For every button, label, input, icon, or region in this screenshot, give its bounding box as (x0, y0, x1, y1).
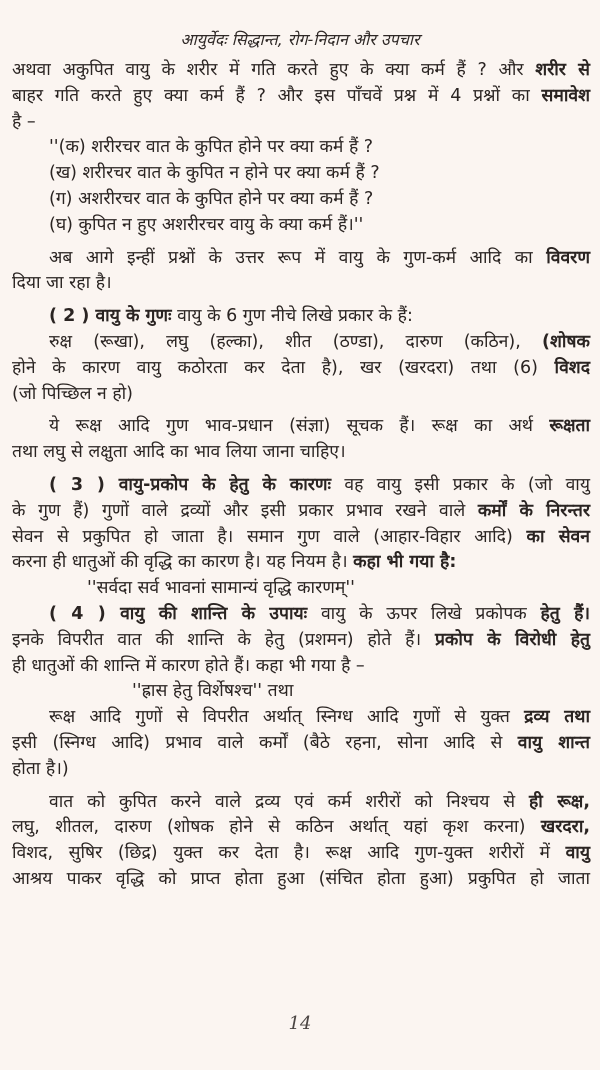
text-line: है – (12, 111, 36, 132)
body-text (12, 58, 590, 893)
sanskrit-quote: ''सर्वदा सर्व भावनां सामान्यं वृद्धि कारणम्'' (87, 578, 355, 599)
section-heading-4: ( 4 ) वायु की शान्ति के उपायः वायु के ऊपर लिखे प्रकोपक हेतु हैं। (49, 603, 590, 624)
text-line: रुक्ष (रूखा), लघु (हल्का), शीत (ठण्डा), दारुण (कठिन), (शोषक (49, 331, 590, 352)
list-item-kha: (ख) शरीरचर वात के कुपित न होने पर क्या कर्म हैं ? (49, 163, 380, 184)
text-line: रूक्ष आदि गुणों से विपरीत अर्थात् स्निग्ध आदि गुणों से युक्त द्रव्य तथा (49, 707, 590, 728)
text-line: विशद, सुषिर (छिद्र) युक्त कर देता है। रूक्ष आदि गुण-युक्त शरीरों में वायु (12, 843, 590, 864)
text-line: अब आगे इन्हीं प्रश्नों के उत्तर रूप में वायु के गुण-कर्म आदि का विवरण (49, 247, 590, 268)
text-line: ही धातुओं की शान्ति में कारण होते हैं। कहा भी गया है – (12, 655, 365, 676)
running-header: आयुर्वेदः सिद्धान्त, रोग-निदान और उपचार (180, 30, 420, 49)
sanskrit-quote: ''ह्रास हेतु विर्शेषश्च'' तथा (132, 681, 294, 702)
section-heading-3: ( 3 ) वायु-प्रकोप के हेतु के कारणः वह वायु इसी प्रकार के (जो वायु (49, 474, 590, 495)
text-line: दिया जा रहा है। (12, 273, 112, 294)
text-line: वात को कुपित करने वाले द्रव्य एवं कर्म शरीरों को निश्चय से ही रूक्ष, (49, 791, 590, 812)
list-item-ga: (ग) अशरीरचर वात के कुपित होने पर क्या कर्म हैं ? (49, 188, 374, 209)
list-item-gha: (घ) कुपित न हुए अशरीरचर वायु के क्या कर्म हैं।'' (49, 214, 364, 235)
text-line: तथा लघु से लक्षुता आदि का भाव लिया जाना चाहिए। (12, 442, 346, 463)
section-heading-2: ( 2 ) वायु के गुणः वायु के 6 गुण नीचे लिखे प्रकार के हैं: (49, 306, 413, 327)
text-line: अथवा अकुपित वायु के शरीर में गति करते हुए के क्या कर्म हैं ? और शरीर से (12, 60, 591, 80)
text-line: लघु, शीतल, दारुण (शोषक होने से कठिन अर्थात् यहां कृश करना) खरदरा, (12, 817, 590, 838)
text-line: के गुण हैं) गुणों वाले द्रव्यों और इसी प्रकार प्रभाव रखने वाले कर्मों के निरन्तर (12, 500, 590, 521)
list-item-ka: ''(क) शरीरचर वात के कुपित होने पर क्या कर्म हैं ? (49, 137, 374, 158)
text-line: (जो पिच्छिल न हो) (12, 383, 133, 404)
text-line: सेवन से प्रकुपित हो जाता है। समान गुण वाले (आहार-विहार आदि) का सेवन (12, 526, 590, 547)
page-number: 14 (288, 1013, 312, 1034)
text-line: बाहर गति करते हुए क्या कर्म हैं ? और इस पाँचवें प्रश्न में 4 प्रश्नों का समावेश (12, 85, 590, 106)
text-line: होता है।) (12, 758, 69, 779)
text-line: ये रूक्ष आदि गुण भाव-प्रधान (संज्ञा) सूचक हैं। रूक्ष का अर्थ रूक्षता (49, 416, 590, 437)
text-line: करना ही धातुओं की वृद्धि का कारण है। यह नियम है। कहा भी गया है: (12, 552, 457, 573)
text-line: इसी (स्निग्ध आदि) प्रभाव वाले कर्मों (बैठे रहना, सोना आदि से वायु शान्त (12, 732, 590, 753)
text-line: आश्रय पाकर वृद्धि को प्राप्त होता हुआ (संचित होता हुआ) प्रकुपित हो जाता (12, 868, 590, 889)
text-line: इनके विपरीत वात की शान्ति के हेतु (प्रशमन) होते हैं। प्रकोप के विरोधी हेतु (12, 629, 590, 650)
text-line: होने के कारण वायु कठोरता कर देता है), खर (खरदरा) तथा (6) विशद (12, 357, 590, 378)
